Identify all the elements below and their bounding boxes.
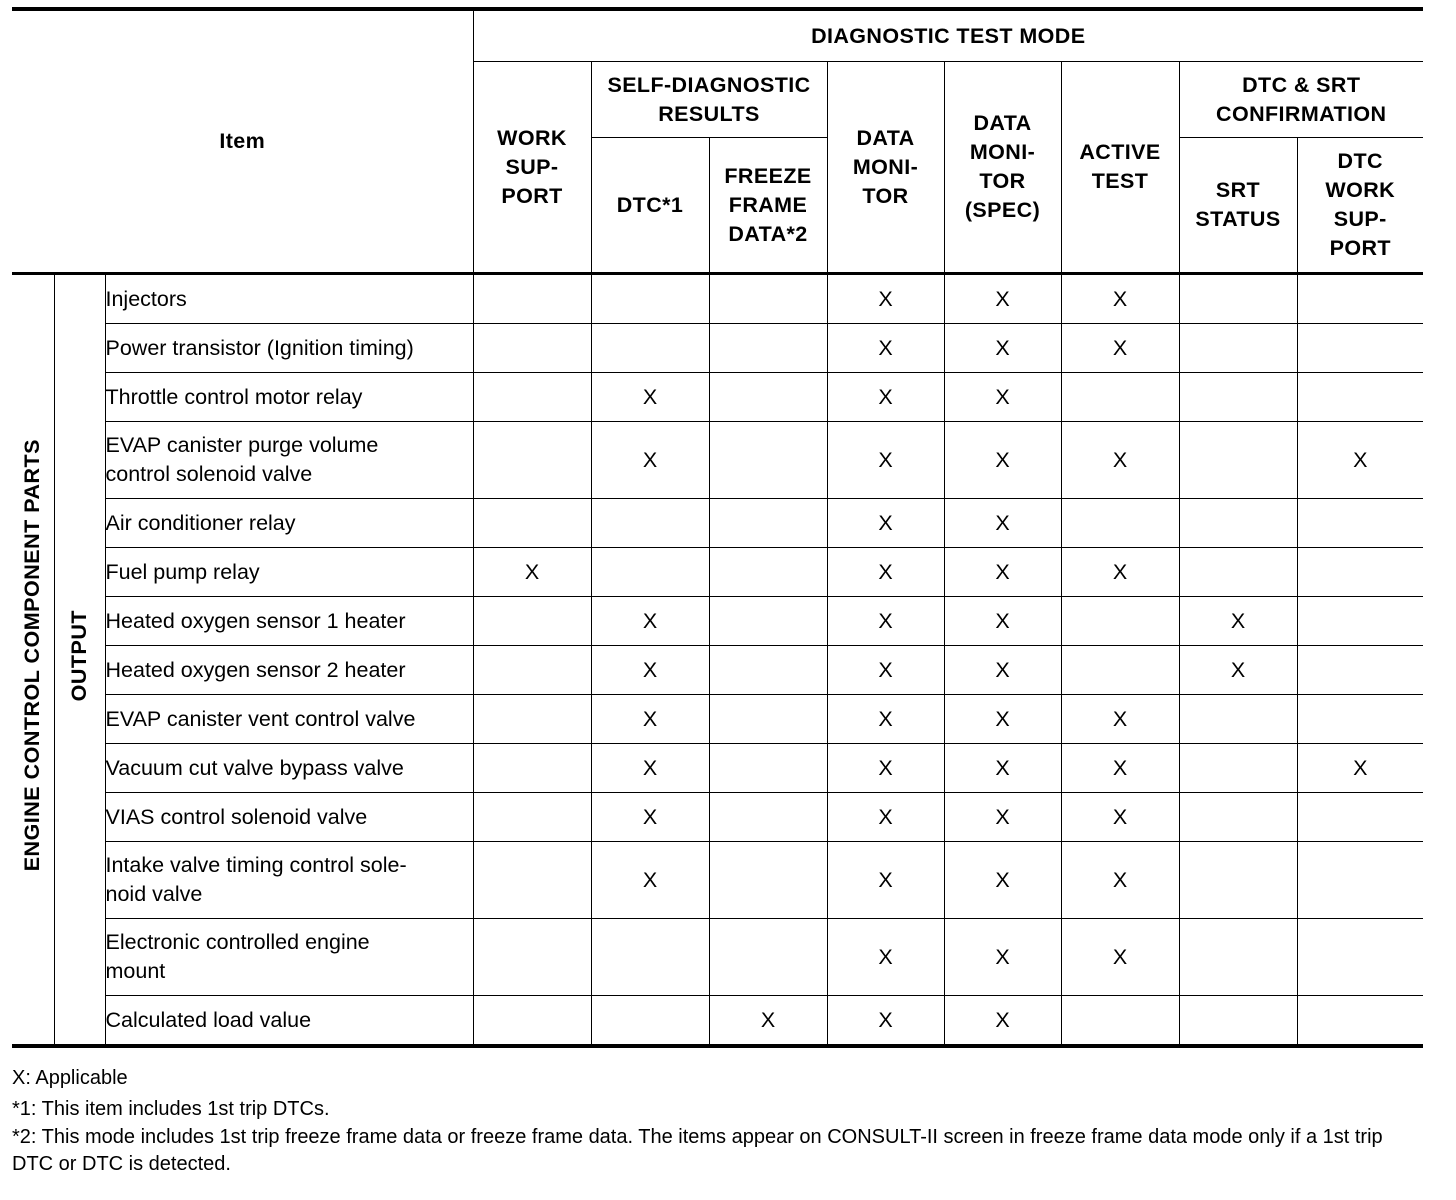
work-support-cell (473, 996, 591, 1047)
item-name-cell: Heated oxygen sensor 1 heater (105, 597, 473, 646)
table-row (12, 996, 1423, 1047)
active-test-cell (1061, 646, 1179, 695)
work-support-cell (473, 499, 591, 548)
table-row (12, 548, 1423, 597)
srt-status-cell (1179, 324, 1297, 373)
dtc-work-support-cell (1297, 373, 1423, 422)
active-test-cell: X (1061, 919, 1179, 996)
dtc-work-support-cell: X (1297, 422, 1423, 499)
item-name-cell: Injectors (105, 274, 473, 324)
item-name-cell: EVAP canister vent control valve (105, 695, 473, 744)
data-monitor-cell: X (827, 646, 944, 695)
data-monitor-spec-cell: X (944, 597, 1061, 646)
active-test-header: ACTIVE TEST (1061, 62, 1179, 274)
item-name-cell: Fuel pump relay (105, 548, 473, 597)
table-row (12, 324, 1423, 373)
srt-status-cell (1179, 499, 1297, 548)
work-support-cell (473, 695, 591, 744)
active-test-cell: X (1061, 842, 1179, 919)
srt-status-cell (1179, 373, 1297, 422)
data-monitor-cell: X (827, 422, 944, 499)
item-name-cell: Calculated load value (105, 996, 473, 1047)
dtc-work-support-cell: X (1297, 744, 1423, 793)
freeze-frame-data-cell (709, 548, 827, 597)
dtc-header: DTC*1 (591, 138, 709, 274)
table-row (12, 422, 1423, 499)
active-test-cell: X (1061, 695, 1179, 744)
dtc-cell (591, 548, 709, 597)
data-monitor-spec-cell: X (944, 324, 1061, 373)
dtc-cell (591, 919, 709, 996)
dtc-cell (591, 499, 709, 548)
item-name-cell: Power transistor (Ignition timing) (105, 324, 473, 373)
freeze-frame-data-cell (709, 422, 827, 499)
data-monitor-spec-cell: X (944, 646, 1061, 695)
work-support-cell (473, 744, 591, 793)
data-monitor-spec-cell: X (944, 695, 1061, 744)
freeze-frame-data-cell (709, 499, 827, 548)
srt-status-cell (1179, 422, 1297, 499)
category-label-text: ENGINE CONTROL COMPONENT PARTS (20, 439, 45, 872)
dtc-srt-confirmation-header: DTC & SRT CONFIRMATION (1179, 62, 1423, 138)
table-row (12, 919, 1423, 996)
freeze-frame-data-cell (709, 597, 827, 646)
data-monitor-cell: X (827, 842, 944, 919)
footnote-1: *1: This item includes 1st trip DTCs. (12, 1097, 330, 1120)
diagnostic-test-mode-header: DIAGNOSTIC TEST MODE (473, 9, 1423, 62)
item-name-cell: EVAP canister purge volume control solenoid valve (105, 422, 473, 499)
freeze-frame-data-cell (709, 695, 827, 744)
active-test-cell: X (1061, 548, 1179, 597)
srt-status-cell (1179, 744, 1297, 793)
item-name-cell: Vacuum cut valve bypass valve (105, 744, 473, 793)
table-row (12, 842, 1423, 919)
active-test-cell (1061, 597, 1179, 646)
dtc-work-support-cell (1297, 324, 1423, 373)
subcategory-label (54, 274, 105, 1047)
dtc-cell (591, 324, 709, 373)
data-monitor-cell: X (827, 597, 944, 646)
dtc-cell: X (591, 793, 709, 842)
data-monitor-header: DATA MONI- TOR (827, 62, 944, 274)
active-test-cell: X (1061, 793, 1179, 842)
data-monitor-cell: X (827, 695, 944, 744)
table-row (12, 646, 1423, 695)
dtc-work-support-cell (1297, 842, 1423, 919)
table-row (12, 793, 1423, 842)
subcategory-label-text: OUTPUT (67, 609, 91, 702)
data-monitor-cell: X (827, 324, 944, 373)
active-test-cell: X (1061, 274, 1179, 324)
dtc-cell: X (591, 744, 709, 793)
work-support-cell (473, 324, 591, 373)
freeze-frame-data-cell (709, 793, 827, 842)
dtc-cell: X (591, 597, 709, 646)
data-monitor-spec-cell: X (944, 422, 1061, 499)
freeze-frame-data-cell: X (709, 996, 827, 1047)
work-support-cell (473, 919, 591, 996)
item-name-cell: VIAS control solenoid valve (105, 793, 473, 842)
work-support-cell (473, 597, 591, 646)
data-monitor-spec-cell: X (944, 499, 1061, 548)
table-body (12, 274, 1423, 1047)
active-test-cell: X (1061, 324, 1179, 373)
item-column-header: Item (12, 9, 473, 274)
dtc-work-support-cell (1297, 695, 1423, 744)
freeze-frame-data-cell (709, 274, 827, 324)
work-support-cell (473, 373, 591, 422)
dtc-work-support-cell (1297, 499, 1423, 548)
work-support-cell (473, 422, 591, 499)
dtc-cell: X (591, 695, 709, 744)
freeze-frame-data-header: FREEZE FRAME DATA*2 (709, 138, 827, 274)
item-name-cell: Electronic controlled engine mount (105, 919, 473, 996)
work-support-cell (473, 842, 591, 919)
srt-status-cell (1179, 274, 1297, 324)
data-monitor-cell: X (827, 274, 944, 324)
data-monitor-spec-cell: X (944, 548, 1061, 597)
work-support-cell (473, 646, 591, 695)
freeze-frame-data-cell (709, 744, 827, 793)
category-label (12, 274, 54, 1047)
self-diagnostic-results-header: SELF-DIAGNOSTIC RESULTS (591, 62, 827, 138)
dtc-cell (591, 996, 709, 1047)
footnote-2: *2: This mode includes 1st trip freeze frame data or freeze frame data. The items appear on CONSULT-II screen in freeze frame data mode only if a 1st trip DTC or DTC is detected. (12, 1126, 1383, 1175)
dtc-work-support-cell (1297, 274, 1423, 324)
freeze-frame-data-cell (709, 646, 827, 695)
item-name-cell: Throttle control motor relay (105, 373, 473, 422)
srt-status-cell (1179, 842, 1297, 919)
srt-status-cell (1179, 919, 1297, 996)
item-name-cell: Air conditioner relay (105, 499, 473, 548)
data-monitor-spec-cell: X (944, 274, 1061, 324)
dtc-work-support-cell (1297, 597, 1423, 646)
srt-status-cell: X (1179, 646, 1297, 695)
dtc-cell: X (591, 646, 709, 695)
data-monitor-cell: X (827, 793, 944, 842)
srt-status-cell (1179, 695, 1297, 744)
table-row (12, 499, 1423, 548)
data-monitor-spec-cell: X (944, 842, 1061, 919)
table-row (12, 373, 1423, 422)
work-support-cell (473, 793, 591, 842)
dtc-work-support-cell (1297, 548, 1423, 597)
freeze-frame-data-cell (709, 324, 827, 373)
active-test-cell (1061, 499, 1179, 548)
item-name-cell: Heated oxygen sensor 2 heater (105, 646, 473, 695)
work-support-header: WORK SUP- PORT (473, 62, 591, 274)
dtc-work-support-cell (1297, 646, 1423, 695)
dtc-work-support-cell (1297, 996, 1423, 1047)
data-monitor-spec-cell: X (944, 793, 1061, 842)
footnotes (12, 1063, 1423, 1178)
data-monitor-spec-header: DATA MONI- TOR (SPEC) (944, 62, 1061, 274)
srt-status-cell (1179, 548, 1297, 597)
active-test-cell: X (1061, 744, 1179, 793)
dtc-cell (591, 274, 709, 324)
table-row (12, 274, 1423, 324)
data-monitor-spec-cell: X (944, 919, 1061, 996)
table-row (12, 597, 1423, 646)
item-name-cell: Intake valve timing control sole- noid valve (105, 842, 473, 919)
active-test-cell (1061, 373, 1179, 422)
srt-status-header: SRT STATUS (1179, 138, 1297, 274)
legend-note: X: Applicable (12, 1067, 128, 1089)
data-monitor-cell: X (827, 996, 944, 1047)
data-monitor-spec-cell: X (944, 996, 1061, 1047)
table-row (12, 695, 1423, 744)
freeze-frame-data-cell (709, 842, 827, 919)
data-monitor-cell: X (827, 744, 944, 793)
srt-status-cell (1179, 996, 1297, 1047)
data-monitor-cell: X (827, 373, 944, 422)
data-monitor-cell: X (827, 548, 944, 597)
work-support-cell: X (473, 548, 591, 597)
data-monitor-cell: X (827, 499, 944, 548)
dtc-cell: X (591, 373, 709, 422)
dtc-work-support-cell (1297, 793, 1423, 842)
table-row (12, 744, 1423, 793)
srt-status-cell (1179, 793, 1297, 842)
dtc-work-support-header: DTC WORK SUP- PORT (1297, 138, 1423, 274)
freeze-frame-data-cell (709, 373, 827, 422)
freeze-frame-data-cell (709, 919, 827, 996)
diagnostic-mode-table (12, 7, 1423, 1048)
data-monitor-spec-cell: X (944, 744, 1061, 793)
active-test-cell: X (1061, 422, 1179, 499)
dtc-cell: X (591, 842, 709, 919)
work-support-cell (473, 274, 591, 324)
active-test-cell (1061, 996, 1179, 1047)
dtc-work-support-cell (1297, 919, 1423, 996)
srt-status-cell: X (1179, 597, 1297, 646)
dtc-cell: X (591, 422, 709, 499)
data-monitor-spec-cell: X (944, 373, 1061, 422)
data-monitor-cell: X (827, 919, 944, 996)
